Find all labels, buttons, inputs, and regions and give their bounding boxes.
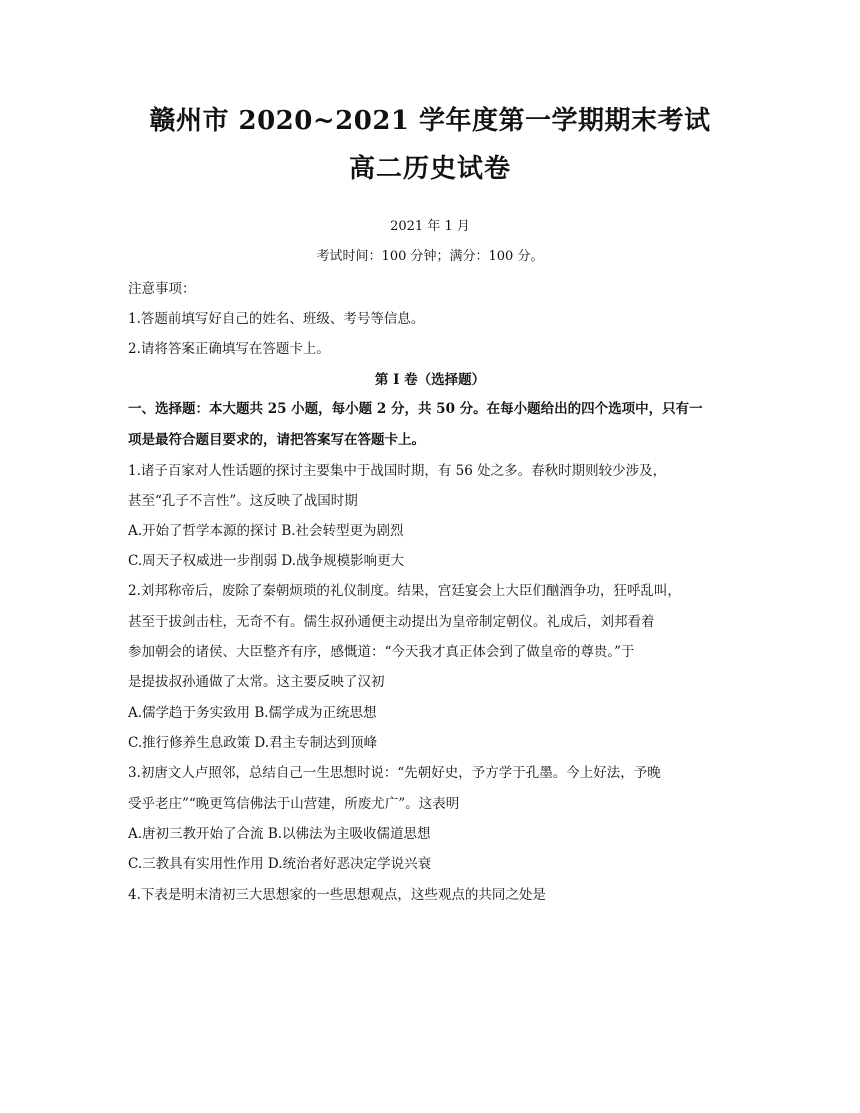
exam-title: 赣州市 2020~2021 学年度第一学期期末考试	[149, 106, 711, 136]
question-2-text: 是提拔叔孙通做了太常。这主要反映了汉初	[128, 674, 385, 690]
notes-item: 1.答题前填写好自己的姓名、班级、考号等信息。	[128, 311, 425, 327]
question-2-text: 参加朝会的诸侯、大臣整齐有序，感慨道：“今天我才真正体会到了做皇帝的尊贵。”于	[128, 644, 635, 660]
section-instruction: 一、选择题：本大题共 25 小题，每小题 2 分，共 50 分。在每小题给出的四个选项中，只有一	[128, 401, 703, 417]
question-3-text: 3.初唐文人卢照邻，总结自己一生思想时说：“先朝好史，予方学于孔墨。今上好法，予晚	[128, 765, 661, 781]
section-title: 第 I 卷（选择题）	[374, 372, 486, 388]
question-1-option: C.周天子权威进一步削弱 D.战争规模影响更大	[128, 553, 405, 569]
question-1-text: 甚至“孔子不言性”。这反映了战国时期	[128, 493, 358, 509]
exam-subtitle: 高二历史试卷	[348, 154, 511, 184]
question-3-option: C.三教具有实用性作用 D.统治者好恶决定学说兴衰	[128, 856, 432, 872]
question-3-option: A.唐初三教开始了合流 B.以佛法为主吸收儒道思想	[128, 826, 431, 842]
question-4-text: 4.下表是明末清初三大思想家的一些思想观点，这些观点的共同之处是	[128, 887, 546, 903]
question-1-option: A.开始了哲学本源的探讨 B.社会转型更为剧烈	[128, 523, 404, 539]
notes-item: 2.请将答案正确填写在答题卡上。	[128, 341, 330, 357]
question-2-option: A.儒学趋于务实致用 B.儒学成为正统思想	[128, 705, 377, 721]
notes-heading: 注意事项：	[128, 281, 196, 297]
question-2-option: C.推行修养生息政策 D.君主专制达到顶峰	[128, 735, 378, 751]
question-1-text: 1.诸子百家对人性话题的探讨主要集中于战国时期，有 56 处之多。春秋时期则较少涉及，	[128, 463, 667, 479]
section-instruction: 项是最符合题目要求的，请把答案写在答题卡上。	[128, 432, 425, 448]
question-2-text: 甚至于拔剑击柱，无奇不有。儒生叔孙通便主动提出为皇帝制定朝仪。礼成后，刘邦看着	[128, 614, 655, 630]
exam-info: 考试时间：100 分钟；满分：100 分。	[316, 249, 544, 264]
question-3-text: 受乎老庄”“晚更笃信佛法于山营建，所废尤广”。这表明	[128, 796, 460, 812]
exam-date: 2021 年 1 月	[390, 219, 470, 234]
question-2-text: 2.刘邦称帝后，废除了秦朝烦琐的礼仪制度。结果，宫廷宴会上大臣们酗酒争功，狂呼乱叫，	[128, 583, 681, 599]
